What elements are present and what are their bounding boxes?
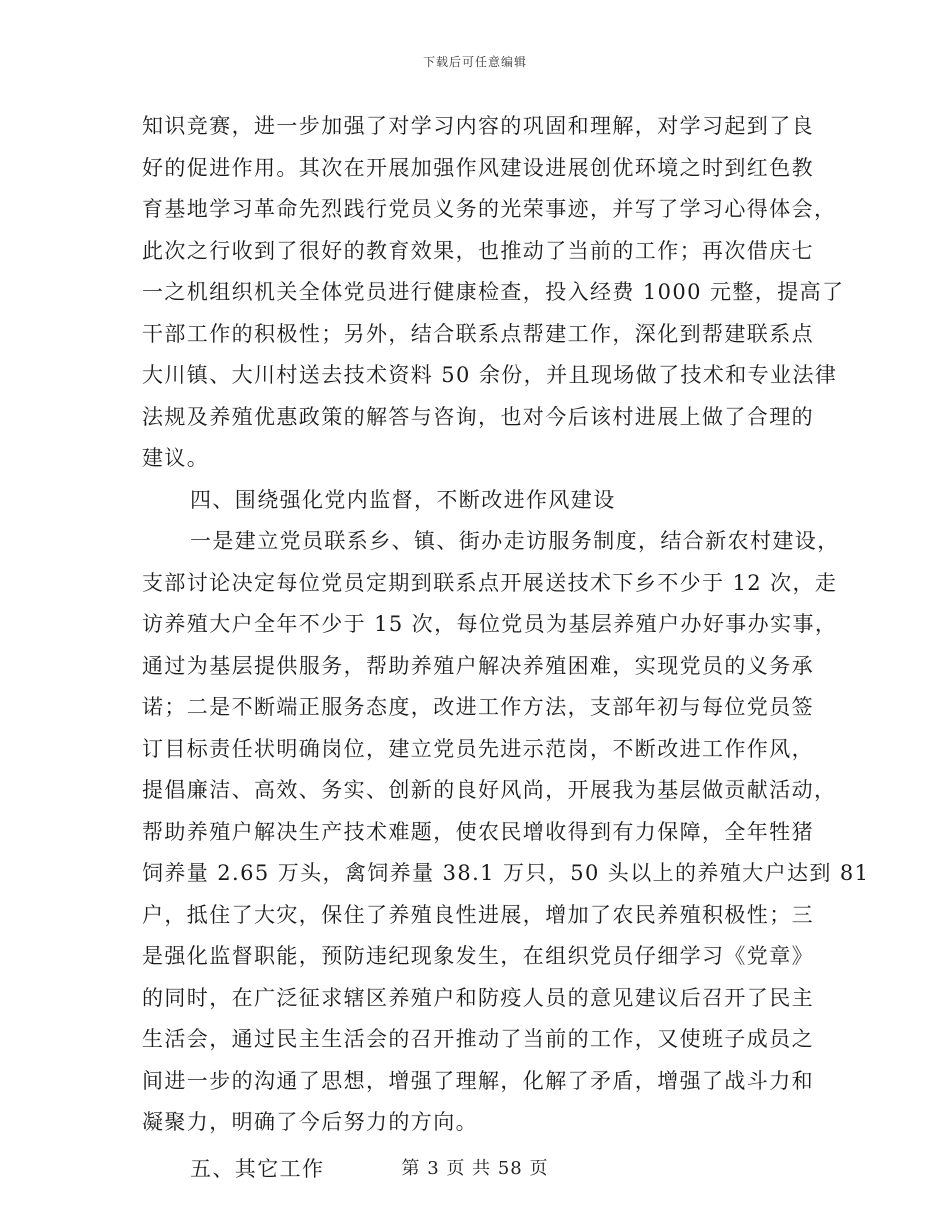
page-header-note: 下载后可任意编辑 xyxy=(422,55,527,69)
paragraph-line: 是强化监督职能，预防违纪现象发生，在组织党员仔细学习《党章》 xyxy=(142,944,814,968)
paragraph-line: 干部工作的积极性；另外，结合联系点帮建工作，深化到帮建联系点 xyxy=(142,321,814,346)
paragraph-line: 提倡廉洁、高效、务实、创新的良好风尚，开展我为基层做贡献活动， xyxy=(142,778,837,802)
paragraph-line: 好的促进作用。其次在开展加强作风建设进展创优环境之时到红色教 xyxy=(142,155,814,180)
paragraph-line: 生活会，通过民主生活会的召开推动了当前的工作，又使班子成员之 xyxy=(142,1027,814,1051)
paragraph-line: 育基地学习革命先烈践行党员义务的光荣事迹，并写了学习心得体会， xyxy=(142,197,837,221)
paragraph-line: 知识竞赛，进一步加强了对学习内容的巩固和理解，对学习起到了良 xyxy=(142,114,814,138)
section-heading-4: 四、围绕强化党内监督，不断改进作风建设 xyxy=(190,487,616,512)
paragraph-line: 大川镇、大川村送去技术资料 50 余份，并且现场做了技术和专业法律 xyxy=(142,363,838,387)
paragraph-line: 间进一步的沟通了思想，增强了理解，化解了矛盾，增强了战斗力和 xyxy=(142,1068,814,1093)
paragraph-line: 法规及养殖优惠政策的解答与咨询，也对今后该村进展上做了合理的 xyxy=(142,404,814,429)
paragraph-line: 支部讨论决定每位党员定期到联系点开展送技术下乡不少于 12 次，走 xyxy=(142,570,838,595)
paragraph-line: 饲养量 2.65 万头，禽饲养量 38.1 万只，50 头以上的养殖大户达到 81 xyxy=(142,861,870,885)
paragraph-line: 凝聚力，明确了今后努力的方向。 xyxy=(142,1110,478,1134)
paragraph-line: 一之机组织机关全体党员进行健康检查，投入经费 1000 元整，提高了 xyxy=(142,280,845,304)
paragraph-line: 的同时，在广泛征求辖区养殖户和防疫人员的意见建议后召开了民主 xyxy=(142,985,814,1010)
paragraph-line: 通过为基层提供服务，帮助养殖户解决养殖困难，实现党员的义务承 xyxy=(142,653,814,678)
paragraph-line: 建议。 xyxy=(142,446,210,470)
section-heading-5: 五、其它工作 xyxy=(190,1156,325,1181)
paragraph-line: 帮助养殖户解决生产技术难题，使农民增收得到有力保障，全年牲猪 xyxy=(142,819,814,844)
paragraph-line: 户，抵住了大灾，保住了养殖良性进展，增加了农民养殖积极性；三 xyxy=(142,902,814,927)
paragraph-line: 诺；二是不断端正服务态度，改进工作方法，支部年初与每位党员签 xyxy=(142,695,814,719)
page-number: 第 3 页 共 58 页 xyxy=(401,1158,549,1179)
paragraph-line: 此次之行收到了很好的教育效果，也推动了当前的工作；再次借庆七 xyxy=(142,238,814,263)
paragraph-line: 一是建立党员联系乡、镇、街办走访服务制度，结合新农村建设， xyxy=(190,529,840,553)
paragraph-line: 订目标责任状明确岗位，建立党员先进示范岗，不断改进工作作风， xyxy=(142,736,814,761)
document-body xyxy=(142,106,870,1190)
paragraph-line: 访养殖大户全年不少于 15 次，每位党员为基层养殖户办好事办实事， xyxy=(142,612,838,636)
